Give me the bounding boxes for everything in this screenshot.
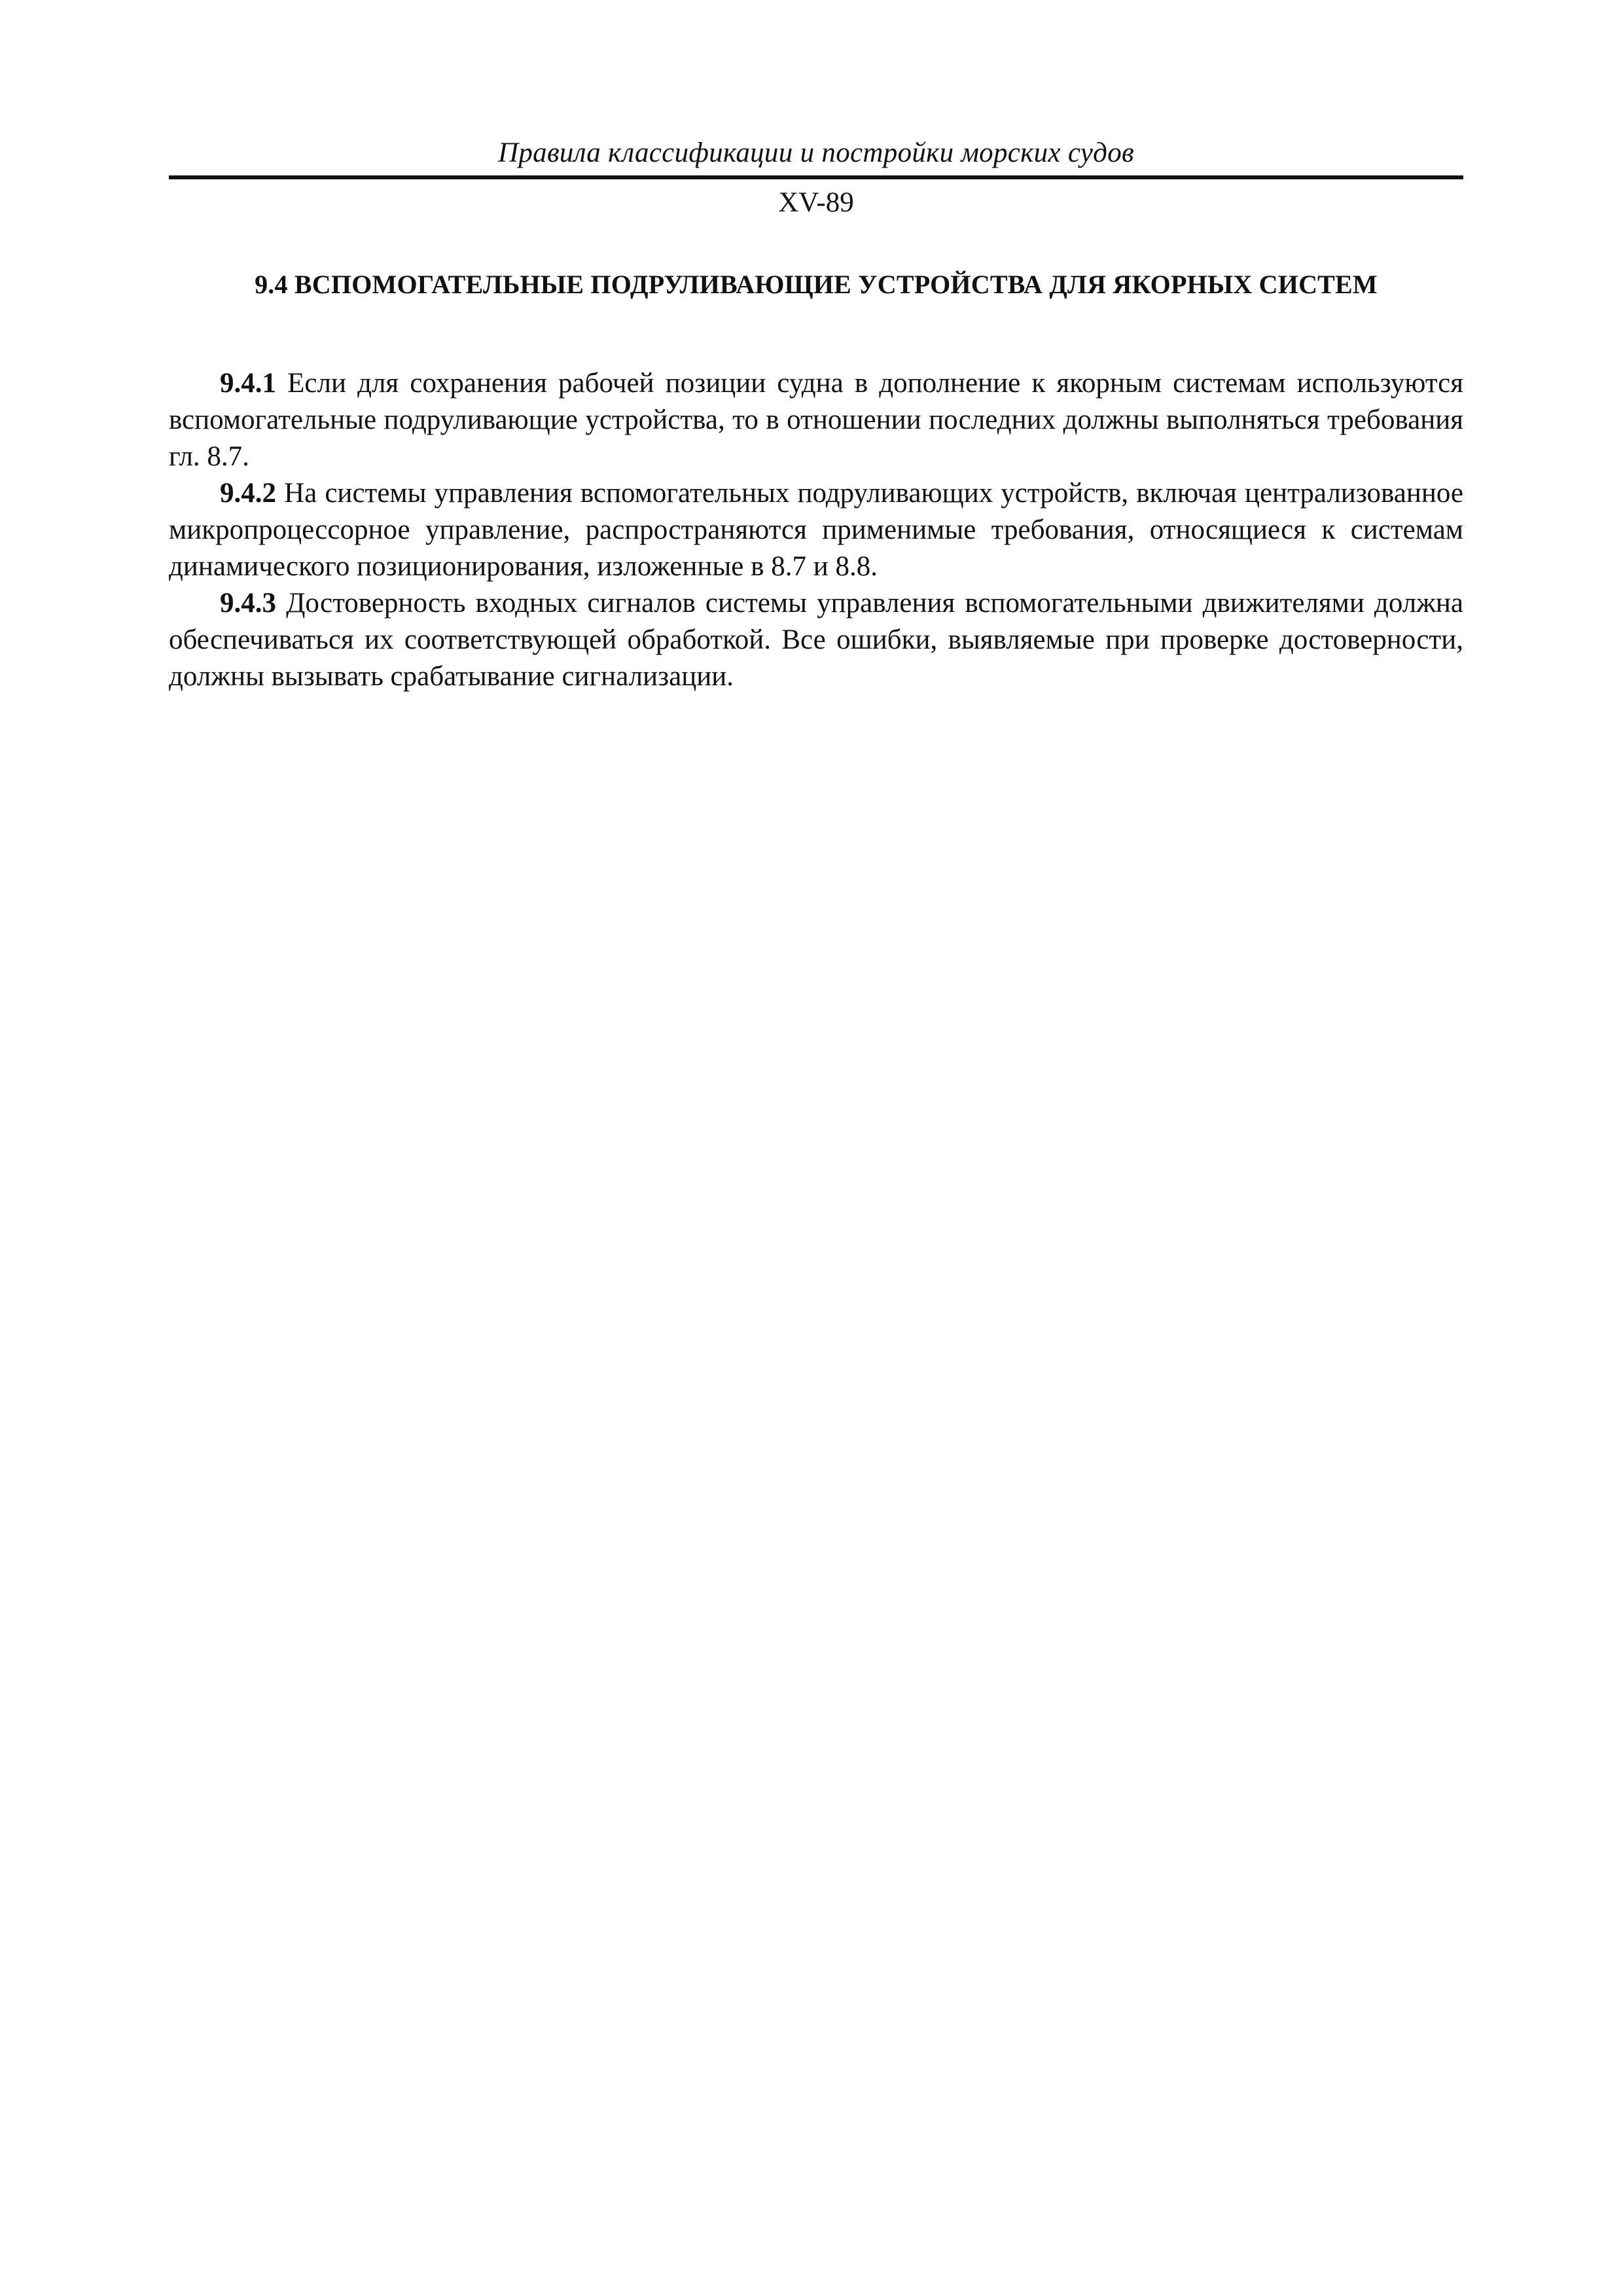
paragraph-number: 9.4.1 — [220, 368, 276, 399]
paragraph-9-4-1 — [169, 365, 1463, 475]
section-heading: 9.4 ВСПОМОГАТЕЛЬНЫЕ ПОДРУЛИВАЮЩИЕ УСТРОЙСТВА ДЛЯ ЯКОРНЫХ СИСТЕМ — [255, 270, 1378, 299]
paragraph-text: Достоверность входных сигналов системы управления вспомогательными движителями должна обеспечиваться их соответствующей обработкой. Все ошибки, выявляемые при проверке достоверности, должны вызывать срабатывание сигнализации. — [169, 588, 1464, 692]
page-number: XV-89 — [778, 187, 854, 218]
paragraph-text: Если для сохранения рабочей позиции судна в дополнение к якорным системам используются вспомогательные подруливающие устройства, то в отношении последних должны выполняться требования гл. 8.7. — [169, 368, 1463, 472]
paragraph-text: На системы управления вспомогательных подруливающих устройств, включая централизованное микропроцессорное управление, распространяются применимые требования, относящиеся к системам динамического позиционирования, изложенные в 8.7 и 8.8. — [169, 478, 1464, 582]
paragraph-number: 9.4.2 — [220, 478, 276, 509]
paragraph-9-4-3 — [169, 585, 1463, 695]
body-text — [169, 365, 1463, 695]
running-header-title: Правила классификации и постройки морских судов — [498, 137, 1134, 168]
paragraph-9-4-2 — [169, 475, 1463, 585]
header-rule — [169, 175, 1463, 179]
paragraph-number: 9.4.3 — [220, 588, 276, 619]
